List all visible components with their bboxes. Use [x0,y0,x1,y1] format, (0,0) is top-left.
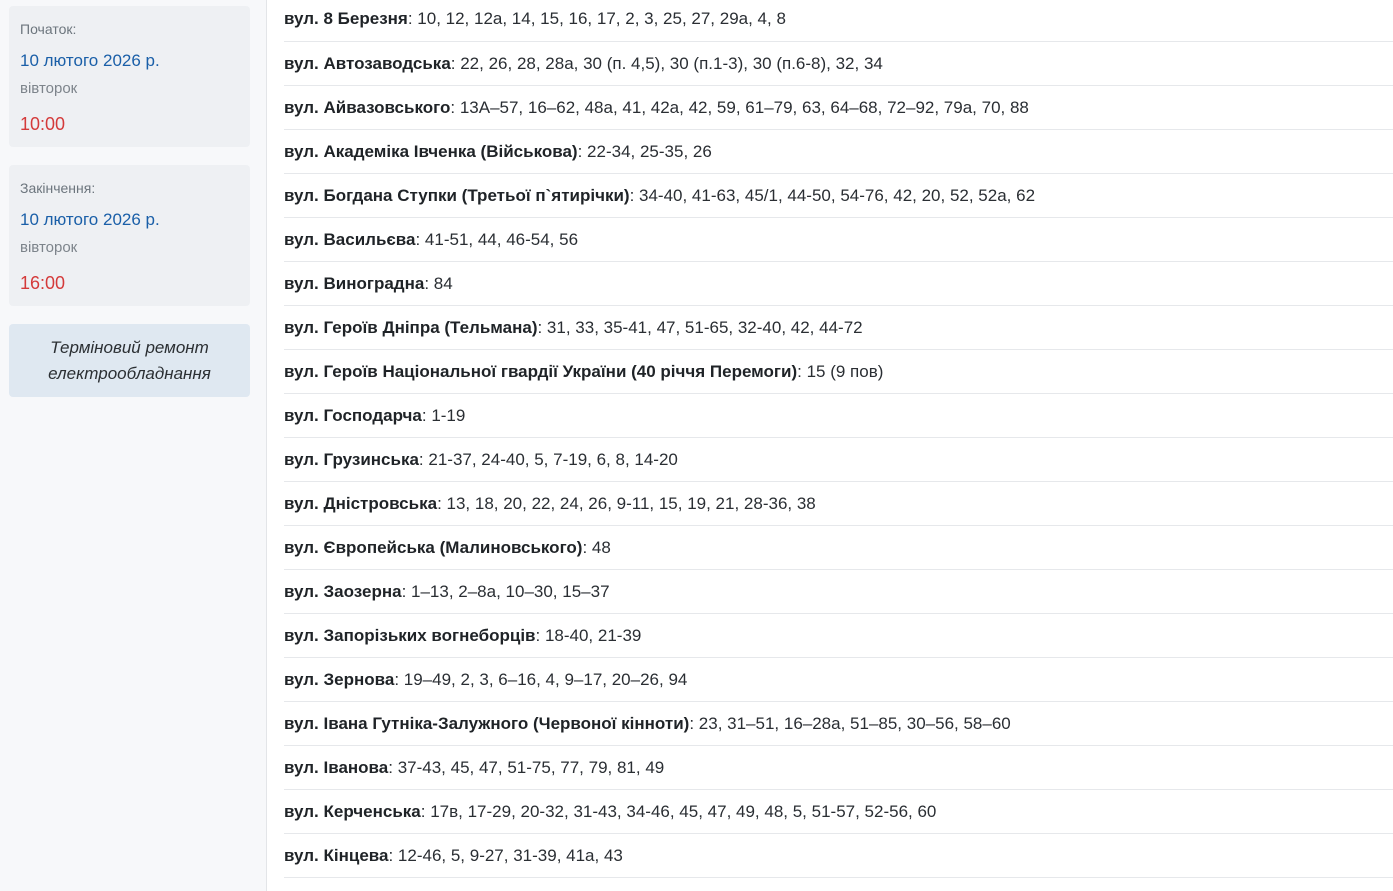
house-numbers: : 37-43, 45, 47, 51-75, 77, 79, 81, 49 [388,757,665,777]
street-name: вул. Європейська (Малиновського) [284,537,583,557]
outage-reason: Терміновий ремонт електрообладнання [9,324,250,397]
street-name: вул. Героїв Національної гвардії України (40 річчя Перемоги) [284,361,798,381]
street-row [284,350,1393,394]
street-row [284,306,1393,350]
street-row [284,834,1393,878]
street-name: вул. Керченська [284,801,421,821]
house-numbers: : 18-40, 21-39 [535,625,642,645]
street-row [284,0,1393,42]
start-label: Початок: [20,21,77,37]
street-name: вул. Дністровська [284,493,438,513]
house-numbers: : 1–13, 2–8а, 10–30, 15–37 [401,581,610,601]
sidebar [0,0,267,891]
street-row [284,570,1393,614]
start-date: 10 лютого 2026 р. [20,51,160,70]
street-row [284,702,1393,746]
street-row [284,174,1393,218]
street-row [284,42,1393,86]
house-numbers: : 34-40, 41-63, 45/1, 44-50, 54-76, 42, 20, 52, 52а, 62 [629,185,1036,205]
street-name: вул. Кінцева [284,845,389,865]
end-date: 10 лютого 2026 р. [20,210,160,229]
street-name: вул. Васильєва [284,229,416,249]
end-weekday: вівторок [20,239,78,256]
street-row [284,438,1393,482]
street-name: вул. Академіка Івченка (Військова) [284,141,578,161]
house-numbers: : 21-37, 24-40, 5, 7-19, 6, 8, 14-20 [418,449,678,469]
house-numbers: : 31, 33, 35-41, 47, 51-65, 32-40, 42, 44-72 [537,317,863,337]
street-row [284,746,1393,790]
house-numbers: : 13А–57, 16–62, 48а, 41, 42а, 42, 59, 61–79, 63, 64–68, 72–92, 79а, 70, 88 [450,97,1029,117]
start-time: 10:00 [20,114,66,134]
street-row [284,482,1393,526]
house-numbers: : 12-46, 5, 9-27, 31-39, 41а, 43 [388,845,623,865]
street-name: вул. Івана Гутніка-Залужного (Червоної кінноти) [284,713,690,733]
street-name: вул. Зернова [284,669,395,689]
end-time: 16:00 [20,273,66,293]
house-numbers: : 41-51, 44, 46-54, 56 [415,229,579,249]
street-name: вул. Богдана Ступки (Третьої п`ятирічки) [284,185,630,205]
house-numbers: : 23, 31–51, 16–28а, 51–85, 30–56, 58–60 [689,713,1011,733]
street-name: вул. Виноградна [284,273,425,293]
street-row [284,614,1393,658]
start-card [9,6,250,147]
house-numbers: : 22-34, 25-35, 26 [577,141,712,161]
street-name: вул. Айвазовського [284,97,451,117]
street-row [284,86,1393,130]
house-numbers: : 17в, 17-29, 20-32, 31-43, 34-46, 45, 47, 49, 48, 5, 51-57, 52-56, 60 [420,801,937,821]
street-name: вул. Господарча [284,405,422,425]
house-numbers: : 48 [582,537,611,557]
house-numbers: : 10, 12, 12а, 14, 15, 16, 17, 2, 3, 25, 27, 29а, 4, 8 [407,9,786,28]
house-numbers: : 1-19 [421,405,466,425]
street-row [284,130,1393,174]
end-label: Закінчення: [20,180,96,196]
street-name: вул. Грузинська [284,449,419,469]
street-name: вул. Заозерна [284,581,402,601]
house-numbers: : 13, 18, 20, 22, 24, 26, 9-11, 15, 19, 21, 28-36, 38 [437,493,816,513]
street-list [267,0,1393,891]
street-name: вул. Іванова [284,757,389,777]
street-row [284,218,1393,262]
house-numbers: : 19–49, 2, 3, 6–16, 4, 9–17, 20–26, 94 [394,669,688,689]
street-name: вул. Автозаводська [284,53,451,73]
street-name: вул. Героїв Дніпра (Тельмана) [284,317,538,337]
street-row [284,658,1393,702]
street-row [284,790,1393,834]
house-numbers: : 22, 26, 28, 28а, 30 (п. 4,5), 30 (п.1-3), 30 (п.6-8), 32, 34 [450,53,883,73]
street-name: вул. Запорізьких вогнеборців [284,625,536,645]
house-numbers: : 15 (9 пов) [797,361,884,381]
street-row [284,526,1393,570]
street-name: вул. 8 Березня [284,9,408,28]
end-card [9,165,250,306]
street-row [284,394,1393,438]
start-weekday: вівторок [20,80,78,97]
house-numbers: : 84 [424,273,453,293]
street-row [284,262,1393,306]
